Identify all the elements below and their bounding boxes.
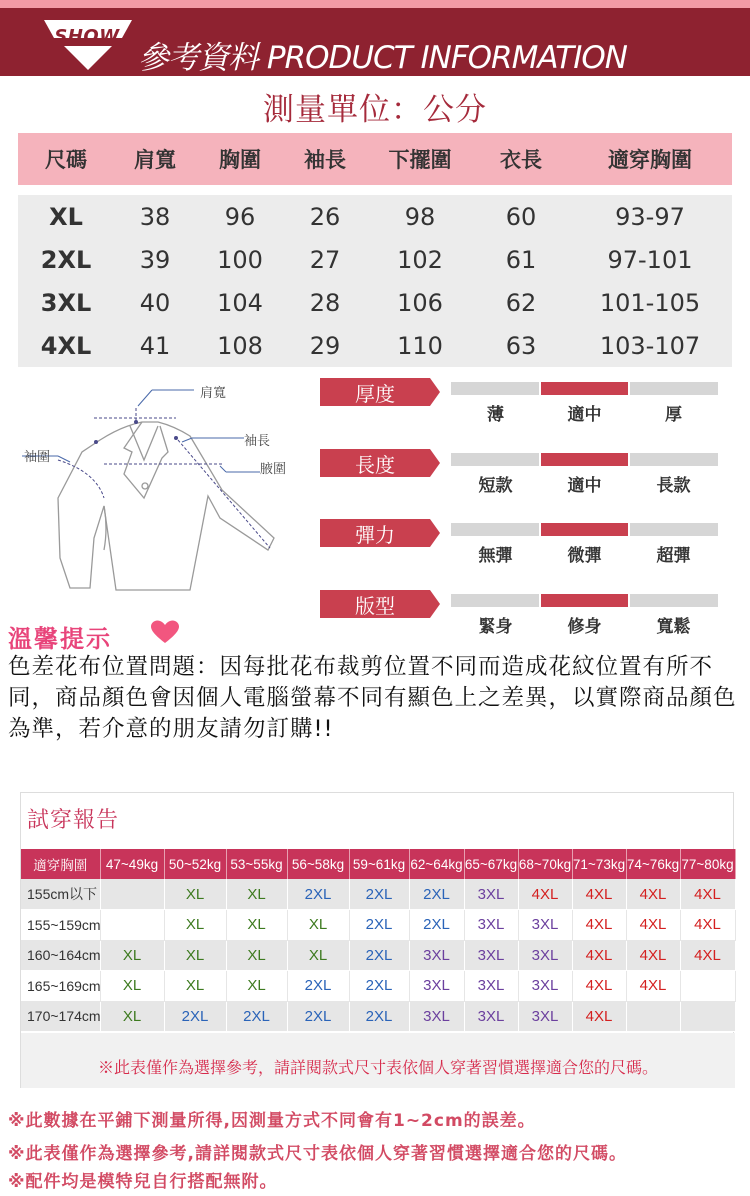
size-cell: 38 [114, 195, 196, 238]
fit-size-cell [680, 1001, 735, 1032]
fit-size-cell: 3XL [518, 971, 572, 1002]
property-options [451, 541, 718, 566]
fit-size-cell: 4XL [572, 910, 626, 941]
fit-size-cell: 2XL [287, 879, 349, 910]
property-options [451, 471, 718, 496]
fit-size-cell: 4XL [626, 879, 680, 910]
fit-size-cell: 4XL [626, 971, 680, 1002]
fit-size-cell: XL [100, 971, 164, 1002]
property-scale [451, 594, 718, 607]
size-cell: XL [18, 195, 114, 238]
fit-table-header [21, 849, 735, 879]
fit-size-cell: XL [226, 940, 287, 971]
property-option-label: 超彈 [656, 546, 691, 566]
fit-size-cell: 4XL [680, 910, 735, 941]
fit-size-cell: 2XL [349, 879, 409, 910]
fit-size-cell: XL [100, 940, 164, 971]
fit-size-cell: XL [164, 879, 226, 910]
fit-size-cell [100, 879, 164, 910]
size-cell: 100 [196, 238, 284, 281]
fit-size-cell: 4XL [626, 940, 680, 971]
fit-report [20, 792, 734, 1088]
fit-height-label: 155~159cm [21, 910, 100, 941]
property-segment [451, 523, 539, 536]
fit-table [21, 849, 736, 1032]
size-row [18, 324, 732, 367]
size-cell: 39 [114, 238, 196, 281]
label-sleeve-length: 袖長 [244, 434, 271, 449]
property-segment-selected [541, 594, 629, 607]
fit-weight-header: 74~76kg [626, 849, 680, 879]
size-col-header: 胸圍 [196, 133, 284, 185]
property-option-label: 緊身 [478, 617, 513, 637]
fit-row [21, 1001, 735, 1032]
fit-size-cell: 3XL [464, 910, 518, 941]
size-table-header [18, 133, 732, 185]
property-segment-selected [541, 453, 629, 466]
fit-weight-header: 65~67kg [464, 849, 518, 879]
property-options [451, 612, 718, 637]
size-cell: 3XL [18, 281, 114, 324]
fit-report-title: 試穿報告 [27, 807, 120, 832]
size-cell: 103-107 [568, 324, 732, 367]
fit-size-cell: 2XL [349, 1001, 409, 1032]
measurement-diagram [12, 378, 312, 600]
property-option-label: 短款 [478, 476, 513, 496]
fit-size-cell: 2XL [349, 910, 409, 941]
unit-line: 測量單位：公分 [263, 92, 487, 128]
size-col-header: 袖長 [284, 133, 366, 185]
label-sleeve-circumference: 袖圍 [24, 450, 51, 465]
tips-body: 色差花布位置問題：因每批花布裁剪位置不同而造成花紋位置有所不同，商品顏色會因個人電腦螢幕不同有顯色上之差異，以實際商品顏色為準，若介意的朋友請勿訂購!! [8, 654, 737, 742]
property-segment-selected [541, 523, 629, 536]
fit-size-cell: XL [100, 1001, 164, 1032]
fit-size-cell: XL [287, 940, 349, 971]
fit-size-cell: XL [164, 910, 226, 941]
fit-size-cell: XL [164, 940, 226, 971]
size-col-header: 下擺圍 [366, 133, 474, 185]
footer-note-2: ※此表僅作為選擇參考,請詳閱款式尺寸表依個人穿著習慣選擇適合您的尺碼。 [8, 1144, 627, 1164]
fit-size-cell: 4XL [572, 971, 626, 1002]
fit-weight-header: 53~55kg [226, 849, 287, 879]
fit-size-cell: 2XL [409, 910, 464, 941]
size-col-header: 尺碼 [18, 133, 114, 185]
fit-size-cell: 4XL [572, 1001, 626, 1032]
property-segment [451, 594, 539, 607]
size-cell: 63 [474, 324, 568, 367]
property-option-label: 厚 [665, 405, 682, 425]
fit-size-cell [680, 971, 735, 1002]
size-cell: 28 [284, 281, 366, 324]
property-segment [630, 382, 718, 395]
property-option-label: 薄 [487, 405, 504, 425]
fit-size-cell: 2XL [164, 1001, 226, 1032]
label-shoulder: 肩寬 [200, 386, 227, 401]
fit-height-label: 165~169cm [21, 971, 100, 1002]
fit-height-label: 155cm以下 [21, 879, 100, 910]
property-option-label: 修身 [567, 617, 602, 637]
property-option-label: 微彈 [567, 546, 602, 566]
property-segment-selected [541, 382, 629, 395]
size-cell: 40 [114, 281, 196, 324]
fit-corner-header: 適穿胸圍 [21, 849, 100, 879]
property-segment [451, 382, 539, 395]
size-cell: 29 [284, 324, 366, 367]
fit-size-cell: 4XL [572, 940, 626, 971]
property-scale [451, 523, 718, 536]
property-name: 厚度 [320, 378, 430, 406]
fit-weight-header: 62~64kg [409, 849, 464, 879]
property-option-label: 寬鬆 [656, 617, 691, 637]
fit-size-cell: 3XL [464, 879, 518, 910]
size-cell: 2XL [18, 238, 114, 281]
fit-size-cell: 4XL [680, 940, 735, 971]
footer-note-3: ※配件均是模特兒自行搭配無附。 [8, 1172, 278, 1192]
size-cell: 101-105 [568, 281, 732, 324]
fit-size-cell: XL [164, 971, 226, 1002]
size-cell: 61 [474, 238, 568, 281]
fit-size-cell: 4XL [572, 879, 626, 910]
fit-size-cell: 2XL [409, 879, 464, 910]
jacket-outline-icon [12, 378, 312, 600]
size-cell: 108 [196, 324, 284, 367]
size-cell: 27 [284, 238, 366, 281]
fit-size-cell: 3XL [409, 1001, 464, 1032]
property-row [320, 449, 720, 509]
size-cell: 4XL [18, 324, 114, 367]
fit-row [21, 910, 735, 941]
fit-size-cell: 3XL [409, 971, 464, 1002]
fit-size-cell: 2XL [287, 1001, 349, 1032]
size-row [18, 238, 732, 281]
size-col-header: 衣長 [474, 133, 568, 185]
property-segment [630, 594, 718, 607]
fit-weight-header: 50~52kg [164, 849, 226, 879]
property-row [320, 519, 720, 579]
fit-weight-header: 68~70kg [518, 849, 572, 879]
size-cell: 97-101 [568, 238, 732, 281]
fit-size-cell: 3XL [518, 940, 572, 971]
heart-icon [150, 620, 180, 644]
fit-weight-header: 71~73kg [572, 849, 626, 879]
fit-weight-header: 59~61kg [349, 849, 409, 879]
size-cell: 106 [366, 281, 474, 324]
fit-size-cell: 3XL [464, 940, 518, 971]
fit-size-cell: 3XL [518, 910, 572, 941]
fit-size-cell: 3XL [409, 940, 464, 971]
size-cell: 98 [366, 195, 474, 238]
property-row [320, 590, 720, 650]
footer-note-1: ※此數據在平鋪下測量所得,因測量方式不同會有1~2cm的誤差。 [8, 1111, 536, 1131]
size-cell: 60 [474, 195, 568, 238]
property-scale [451, 382, 718, 395]
fit-height-label: 160~164cm [21, 940, 100, 971]
property-segment [630, 453, 718, 466]
fit-weight-header: 56~58kg [287, 849, 349, 879]
size-table-spacer [18, 185, 732, 195]
property-name: 彈力 [320, 519, 430, 547]
fit-size-cell: 2XL [287, 971, 349, 1002]
fit-size-cell: XL [287, 910, 349, 941]
fit-size-cell: 2XL [226, 1001, 287, 1032]
size-cell: 41 [114, 324, 196, 367]
size-cell: 62 [474, 281, 568, 324]
property-option-label: 適中 [567, 405, 602, 425]
fit-row [21, 971, 735, 1002]
show-badge-label: SHOW [54, 26, 120, 47]
size-row [18, 281, 732, 324]
top-stripe [0, 0, 750, 8]
fit-size-cell: XL [226, 971, 287, 1002]
fit-size-cell: 3XL [518, 1001, 572, 1032]
header-title: 參考資料 PRODUCT INFORMATION [138, 40, 627, 76]
size-col-header: 肩寬 [114, 133, 196, 185]
label-armpit: 腋圍 [260, 462, 287, 477]
property-row [320, 378, 720, 438]
fit-size-cell [626, 1001, 680, 1032]
fit-size-cell: 3XL [464, 1001, 518, 1032]
fit-weight-header: 47~49kg [100, 849, 164, 879]
property-options [451, 400, 718, 425]
fit-row [21, 879, 735, 910]
size-row [18, 195, 732, 238]
fit-size-cell: XL [226, 879, 287, 910]
fit-size-cell: 3XL [464, 971, 518, 1002]
size-cell: 26 [284, 195, 366, 238]
tips-title: 溫馨提示 [8, 625, 112, 653]
property-name: 版型 [320, 590, 430, 618]
property-segment [630, 523, 718, 536]
property-scale [451, 453, 718, 466]
size-cell: 102 [366, 238, 474, 281]
size-cell: 96 [196, 195, 284, 238]
fit-size-cell: 2XL [349, 940, 409, 971]
property-segment [451, 453, 539, 466]
property-name: 長度 [320, 449, 430, 477]
fit-weight-header: 77~80kg [680, 849, 735, 879]
property-option-label: 適中 [567, 476, 602, 496]
fit-size-cell: XL [226, 910, 287, 941]
size-col-header: 適穿胸圍 [568, 133, 732, 185]
fit-size-cell: 4XL [518, 879, 572, 910]
size-cell: 104 [196, 281, 284, 324]
fit-row [21, 940, 735, 971]
header-banner [0, 8, 750, 76]
fit-size-cell: 4XL [626, 910, 680, 941]
property-option-label: 無彈 [478, 546, 513, 566]
property-option-label: 長款 [656, 476, 691, 496]
fit-size-cell: 4XL [680, 879, 735, 910]
size-cell: 110 [366, 324, 474, 367]
fit-size-cell: 2XL [349, 971, 409, 1002]
size-cell: 93-97 [568, 195, 732, 238]
size-table [18, 133, 732, 367]
fit-size-cell [100, 910, 164, 941]
fit-report-note: ※此表僅作為選擇參考，請詳閱款式尺寸表依個人穿著習慣選擇適合您的尺碼。 [97, 1060, 658, 1077]
fit-height-label: 170~174cm [21, 1001, 100, 1032]
